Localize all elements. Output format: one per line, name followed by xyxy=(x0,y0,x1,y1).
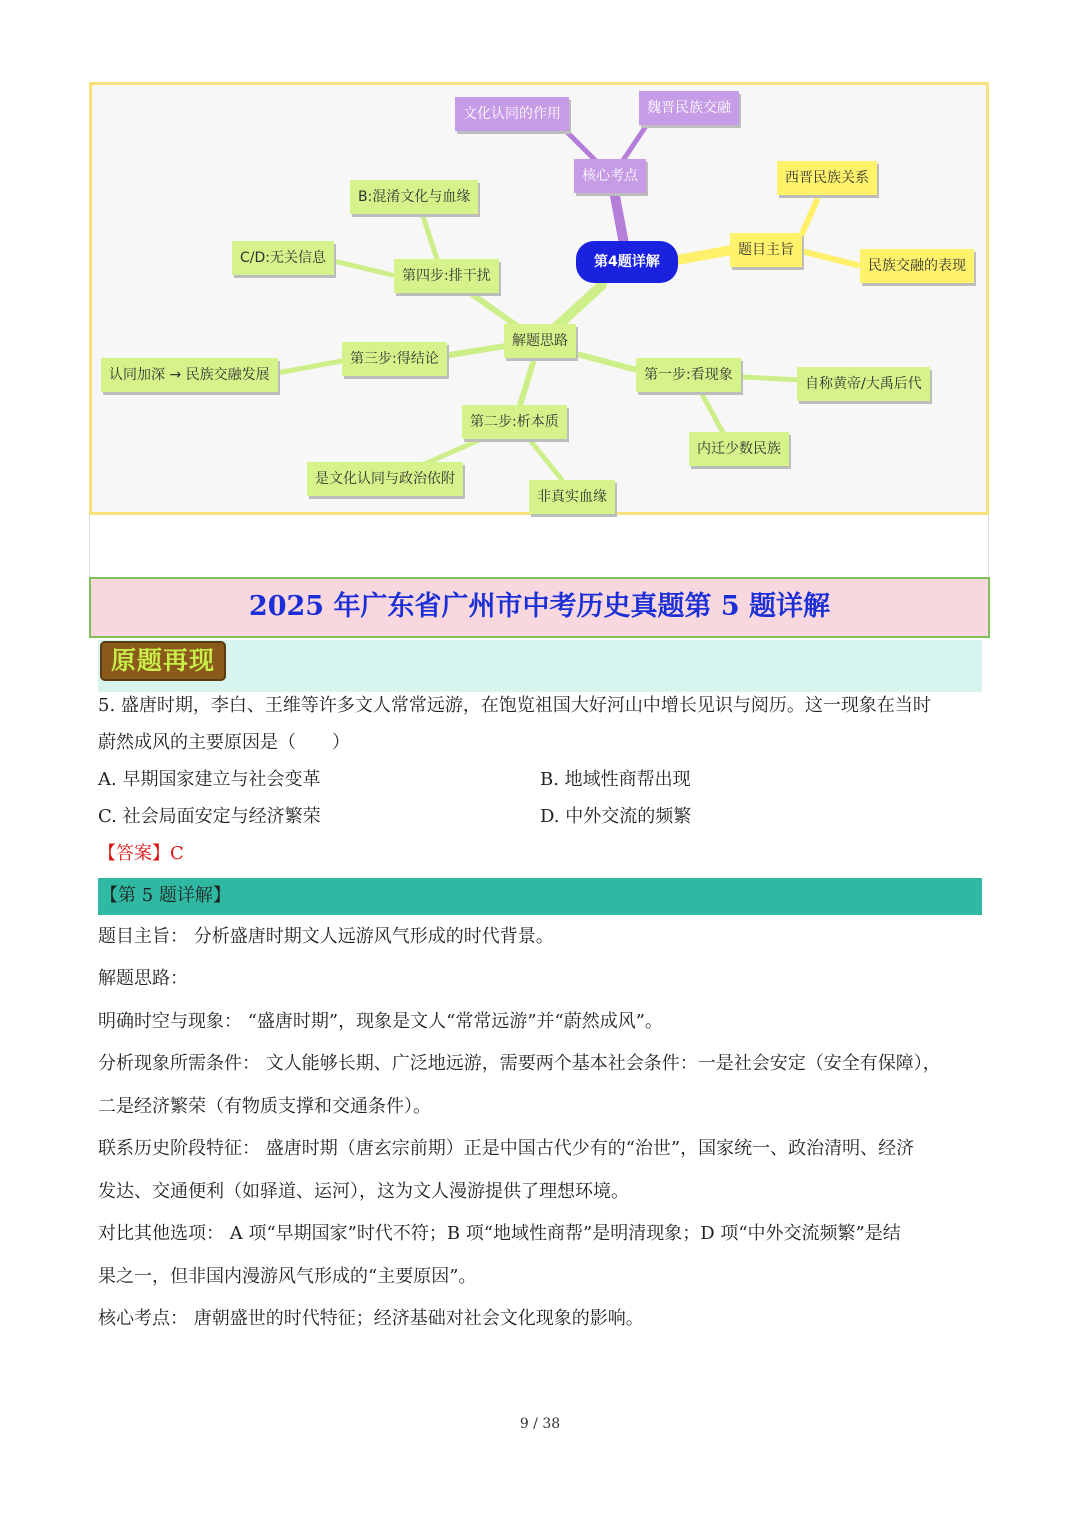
detail-line: 果之一，但非国内漫游风气形成的“主要原因”。 xyxy=(98,1266,477,1287)
mind-map-step2-child: 非真实血缘 xyxy=(529,480,615,514)
mind-map xyxy=(89,82,989,515)
mind-map-step3-child: 认同加深 → 民族交融发展 xyxy=(101,358,278,392)
section-header-bar xyxy=(98,640,982,692)
mind-map-step2-node: 第二步:析本质 xyxy=(462,405,567,439)
mind-map-root-node: 第4题详解 xyxy=(576,241,678,283)
mind-map-step1-child: 自称黄帝/大禹后代 xyxy=(797,367,930,401)
mind-map-core-node: 核心考点 xyxy=(574,159,646,193)
detail-line: 核心考点： 唐朝盛世的时代特征；经济基础对社会文化现象的影响。 xyxy=(98,1308,644,1329)
section-badge: 原题再现 xyxy=(100,641,226,681)
option-a: A. 早期国家建立与社会变革 xyxy=(98,769,321,790)
mind-map-step2-child: 是文化认同与政治依附 xyxy=(307,462,463,496)
mind-map-theme-node: 题目主旨 xyxy=(730,233,802,267)
mind-map-step1-node: 第一步:看现象 xyxy=(636,358,741,392)
question-stem: 5. 盛唐时期，李白、王维等许多文人常常远游，在饱览祖国大好河山中增长见识与阅历。这一现象在当时 xyxy=(98,695,931,716)
mind-map-step4-child: B:混淆文化与血缘 xyxy=(350,180,478,214)
mind-map-connectors xyxy=(92,85,986,512)
detail-line: 明确时空与现象： “盛唐时期”，现象是文人“常常远游”并“蔚然成风”。 xyxy=(98,1011,663,1032)
mind-map-theme-child: 民族交融的表现 xyxy=(860,249,974,283)
page-title: 2025 年广东省广州市中考历史真题第 5 题详解 xyxy=(89,577,990,638)
answer-text: 【答案】C xyxy=(98,843,184,864)
question-stem-continued: 蔚然成风的主要原因是（ ） xyxy=(98,732,350,753)
option-c: C. 社会局面安定与经济繁荣 xyxy=(98,806,321,827)
mind-map-step3-node: 第三步:得结论 xyxy=(342,342,447,376)
blank-table-row xyxy=(89,515,989,577)
detail-line: 对比其他选项： A 项“早期国家”时代不符；B 项“地域性商帮”是明清现象；D 项“中外交流频繁”是结 xyxy=(98,1223,901,1244)
mind-map-core-child: 文化认同的作用 xyxy=(455,97,569,131)
detail-header-text: 【第 5 题详解】 xyxy=(100,885,231,906)
detail-line: 分析现象所需条件： 文人能够长期、广泛地远游，需要两个基本社会条件：一是社会安定（安全有保障）， xyxy=(98,1053,941,1074)
detail-line: 联系历史阶段特征： 盛唐时期（唐玄宗前期）正是中国古代少有的“治世”，国家统一、政治清明、经济 xyxy=(98,1138,915,1159)
mind-map-step1-child: 内迁少数民族 xyxy=(689,432,789,466)
page-number: 9 / 38 xyxy=(519,1416,561,1432)
detail-line: 发达、交通便利（如驿道、运河），这为文人漫游提供了理想环境。 xyxy=(98,1181,629,1202)
detail-line: 二是经济繁荣（有物质支撑和交通条件）。 xyxy=(98,1096,431,1117)
detail-line: 解题思路： xyxy=(98,968,188,989)
mind-map-step4-child: C/D:无关信息 xyxy=(232,241,334,275)
mind-map-theme-child: 西晋民族关系 xyxy=(777,161,877,195)
mind-map-core-child: 魏晋民族交融 xyxy=(639,91,739,125)
mind-map-approach-node: 解题思路 xyxy=(504,324,576,358)
mind-map-step4-node: 第四步:排干扰 xyxy=(394,259,499,293)
option-b: B. 地域性商帮出现 xyxy=(540,769,691,790)
detail-header-bar xyxy=(98,878,982,915)
detail-line: 题目主旨： 分析盛唐时期文人远游风气形成的时代背景。 xyxy=(98,926,554,947)
option-d: D. 中外交流的频繁 xyxy=(540,806,692,827)
